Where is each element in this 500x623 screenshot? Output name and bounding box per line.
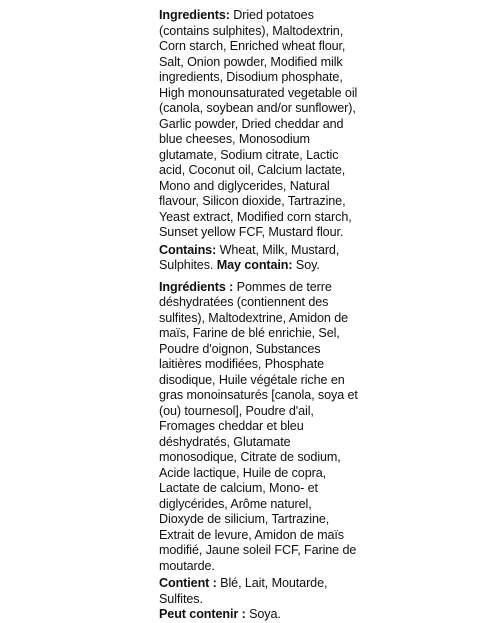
ingredient-label <box>159 8 359 623</box>
english-ingredients-paragraph <box>159 8 359 241</box>
english-contains-text: Wheat, Milk, Mustard, Sulphites. <box>159 242 340 272</box>
english-allergen-paragraph <box>159 243 359 274</box>
french-allergen-paragraph <box>159 576 359 623</box>
french-may-contain-heading: Peut contenir : <box>159 607 246 621</box>
french-contains-text: Blé, Lait, Moutarde, Sulfites. <box>159 576 328 606</box>
english-contains-heading: Contains: <box>159 242 217 257</box>
french-may-contain-text: Soya. <box>245 607 281 621</box>
french-ingredients-heading: Ingrédients : <box>159 279 234 294</box>
english-may-contain-heading: May contain: <box>216 258 293 272</box>
english-may-contain-text: Soy. <box>292 258 320 272</box>
english-ingredients-heading: Ingredients: <box>159 8 230 22</box>
english-ingredients-text: Dried potatoes (contains sulphites), Maltodextrin, Corn starch, Enriched wheat flour, Salt, Onion powder, Modified milk ingredients, Disodium phosphate, High monounsaturated vegetable oil (canola, soybean and/or sunflower), Garlic powder, Dried cheddar and blue cheeses, Monosodium glutamate, Sodium citrate, Lactic acid, Coconut oil, Calcium lactate, Mono and diglycerides, Natural flavour, Silicon dioxide, Tartrazine, Yeast extract, Modified corn starch, Sunset yellow FCF, Mustard flour. <box>159 8 358 239</box>
french-contains-heading: Contient : <box>159 576 217 590</box>
french-ingredients-text: Pommes de terre déshydratées (contiennent des sulfites), Maltodextrine, Amidon de maïs, Farine de blé enrichie, Sel, Poudre d'oignon, Substances laitières modifiées, Phosphate disodique, Huile végétale riche en gras monoinsaturés [canola, soya et (ou) tournesol], Poudre d'ail, Fromages cheddar et bleu déshydratés, Glutamate monosodique, Citrate de sodium, Acide lactique, Huile de copra, Lactate de calcium, Mono- et diglycérides, Arôme naturel, Dioxyde de silicium, Tartrazine, Extrait de levure, Amidon de maïs modifié, Jaune soleil FCF, Farine de moutarde. <box>159 279 358 573</box>
french-ingredients-paragraph <box>159 280 359 575</box>
